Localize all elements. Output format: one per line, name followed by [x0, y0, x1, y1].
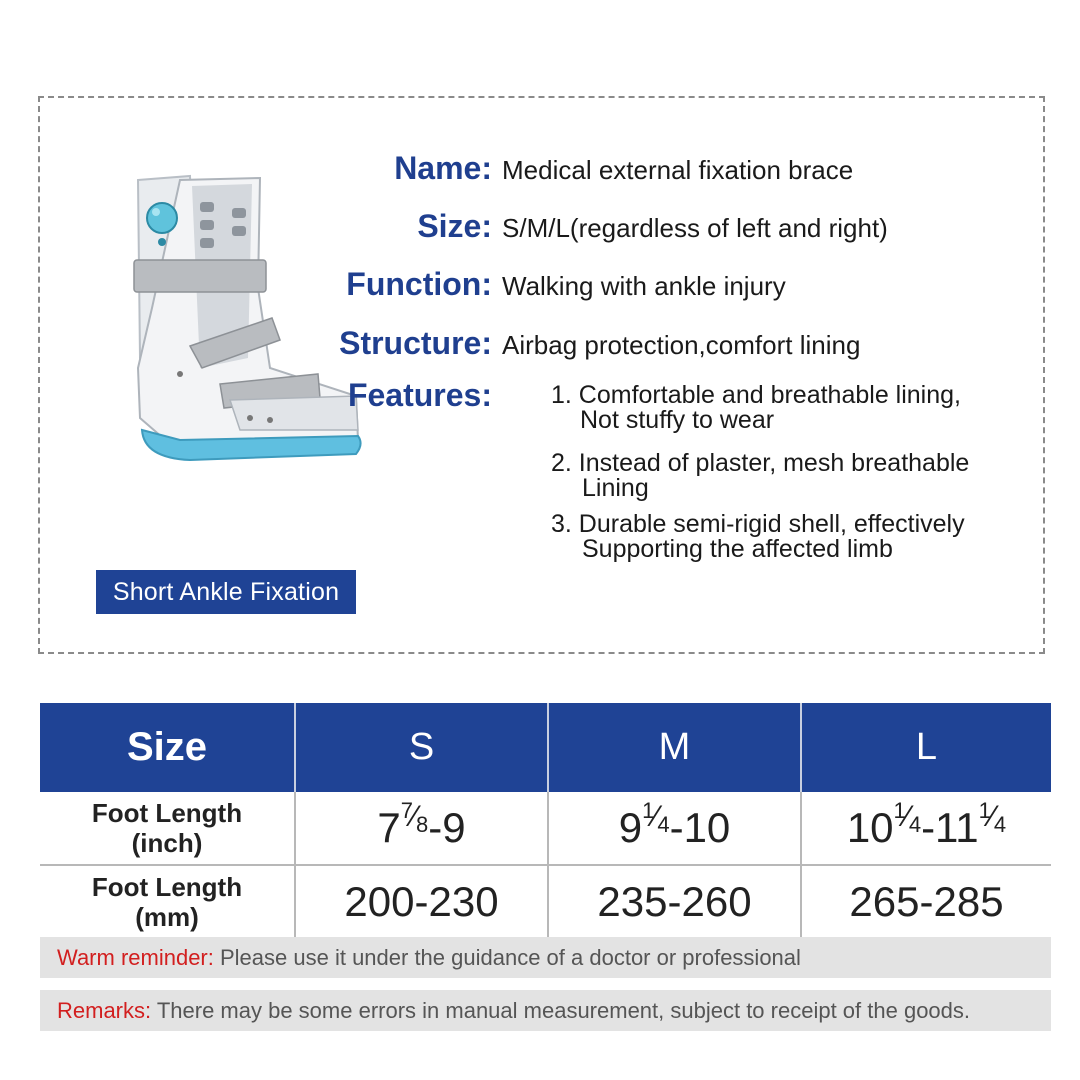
notice-text: Please use it under the guidance of a doctor or professional [213, 945, 801, 970]
size-m-header: M [548, 703, 801, 792]
spec-value: Medical external fixation brace [502, 155, 854, 185]
remarks-notice [40, 990, 1051, 1031]
spec-value: Airbag protection,comfort lining [502, 330, 861, 360]
feature-3-line2: Supporting the affected limb [582, 535, 893, 563]
feature-1-line1: 1. Comfortable and breathable lining, [551, 381, 961, 409]
spec-label: Structure: [339, 325, 492, 361]
size-header: Size [40, 703, 295, 792]
cell-s-inch: 7 7 ⁄ 8 -9 [295, 792, 548, 865]
size-s-header: S [295, 703, 548, 792]
cell-s-mm: 200-230 [295, 865, 548, 939]
fraction: 1 ⁄ 4 [642, 798, 670, 837]
size-l-header: L [801, 703, 1051, 792]
feature-1-line2: Not stuffy to wear [580, 406, 775, 434]
feature-2-line1: 2. Instead of plaster, mesh breathable [551, 449, 970, 477]
spec-row-function [330, 266, 786, 303]
cell-m-inch: 9 1 ⁄ 4 -10 [548, 792, 801, 865]
feature-3-line1: 3. Durable semi-rigid shell, effectively [551, 510, 965, 538]
size-table-header [40, 703, 1051, 792]
notice-text: There may be some errors in manual measurement, subject to receipt of the goods. [151, 998, 971, 1023]
cell-l-mm: 265-285 [801, 865, 1051, 939]
spec-label: Size: [417, 208, 492, 244]
notice-key: Warm reminder: [57, 945, 214, 970]
fraction: 1 ⁄ 4 [893, 798, 922, 837]
fraction: 7 ⁄ 8 [400, 798, 429, 837]
spec-row-features [330, 377, 502, 414]
spec-value: Walking with ankle injury [502, 271, 786, 301]
feature-2-line2: Lining [582, 474, 649, 502]
spec-label: Features: [347, 377, 492, 413]
size-table [40, 703, 1051, 940]
table-row [40, 792, 1051, 865]
spec-row-size [330, 208, 888, 245]
cell-m-mm: 235-260 [548, 865, 801, 939]
row-label: Foot Length (mm) [40, 865, 295, 939]
spec-label: Function: [346, 266, 492, 302]
fraction: 1 ⁄ 4 [978, 798, 1007, 837]
spec-row-structure [330, 325, 860, 362]
row-label: Foot Length (inch) [40, 792, 295, 865]
notice-key: Remarks: [57, 998, 152, 1023]
cell-l-inch: 10 1 ⁄ 4 -11 1 ⁄ 4 [801, 792, 1051, 865]
spec-value: S/M/L(regardless of left and right) [502, 213, 888, 243]
product-caption: Short Ankle Fixation [96, 570, 356, 614]
table-row [40, 865, 1051, 939]
warm-reminder-notice [40, 937, 1051, 978]
spec-row-name [330, 150, 853, 187]
spec-label: Name: [394, 150, 492, 186]
